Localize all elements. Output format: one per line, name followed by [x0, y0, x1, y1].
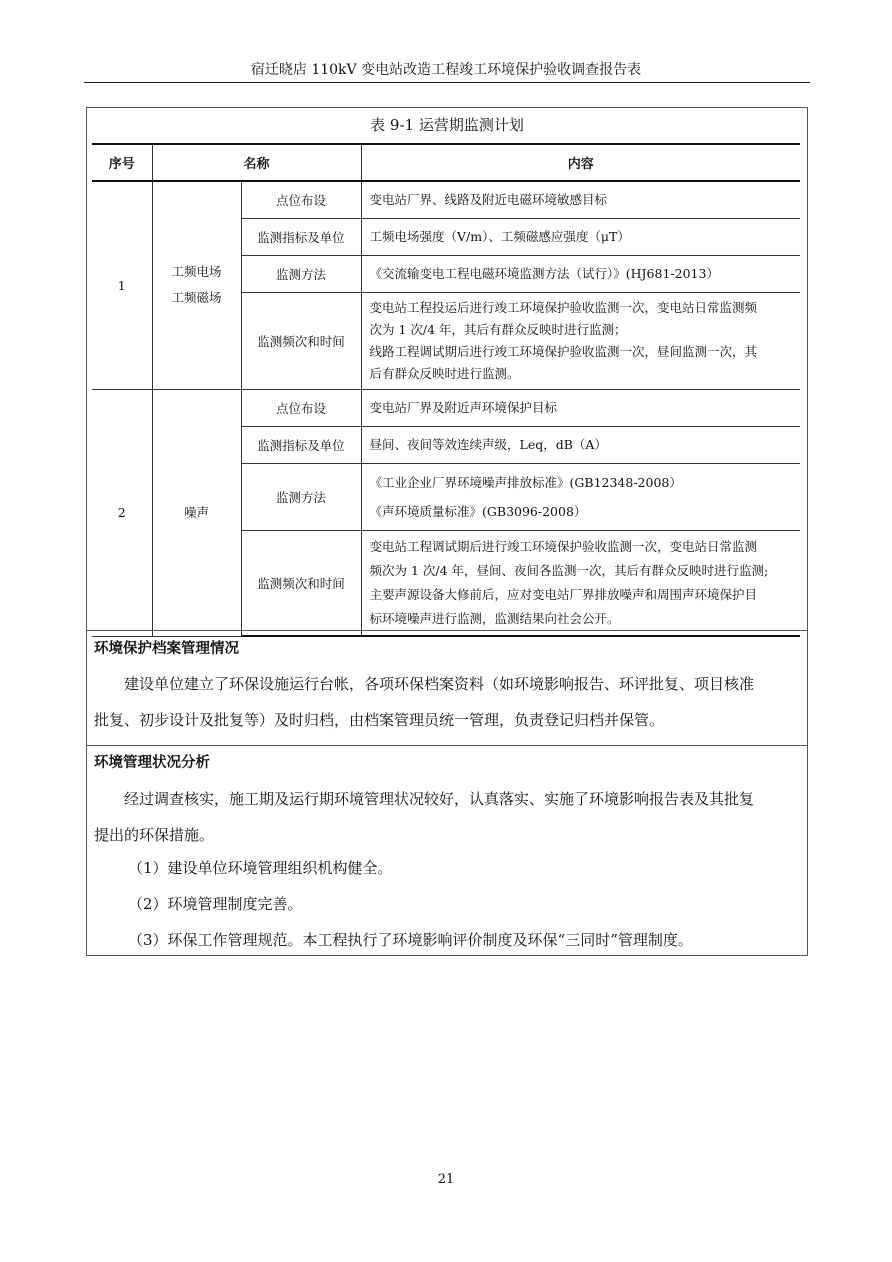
item-cell: 点位布设 — [241, 389, 361, 426]
content-line: 变电站厂界及附近声环境保护目标 — [369, 400, 558, 415]
header-name: 名称 — [152, 144, 361, 181]
category-line: 工频磁场 — [171, 290, 222, 306]
content-line: 标环境噪声进行监测，监测结果向社会公开。 — [369, 610, 620, 626]
content-cell — [361, 218, 800, 255]
content-line: 《工业企业厂界环境噪声排放标准》(GB12348-2008） — [369, 474, 682, 490]
page-header-title: 宿迁晓店 110kV 变电站改造工程竣工环境保护验收调查报告表 — [250, 62, 642, 78]
content-line: 频次为 1 次/4 年，昼间、夜间各监测一次，其后有群众反映时进行监测; — [369, 562, 769, 578]
item-cell: 监测方法 — [241, 463, 361, 530]
analysis-list-item: （1）建设单位环境管理组织机构健全。 — [128, 859, 393, 877]
content-line: 变电站工程调试期后进行竣工环境保护验收监测一次，变电站日常监测 — [369, 538, 758, 554]
content-line: 《交流输变电工程电磁环境监测方法（试行）》(HJ681-2013） — [369, 266, 719, 281]
table-row — [92, 181, 800, 218]
content-cell — [361, 389, 800, 426]
content-cell — [361, 292, 800, 389]
analysis-list-item: （2）环境管理制度完善。 — [128, 895, 303, 913]
item-cell: 监测指标及单位 — [241, 426, 361, 463]
group-seq-cell: 1 — [92, 181, 152, 389]
item-cell: 监测频次和时间 — [241, 530, 361, 636]
group-category-cell — [152, 389, 241, 636]
content-line: 线路工程调试期后进行竣工环境保护验收监测一次，昼间监测一次，其 — [369, 343, 758, 359]
paragraph-line: 提出的环保措施。 — [94, 826, 215, 844]
page-number: 21 — [437, 1172, 455, 1187]
monitoring-plan-table — [92, 143, 800, 637]
content-line: 后有群众反映时进行监测。 — [369, 365, 520, 381]
analysis-section-heading: 环境管理状况分析 — [94, 755, 210, 771]
content-cell — [361, 426, 800, 463]
content-cell — [361, 530, 800, 636]
content-line: 变电站工程投运后进行竣工环境保护验收监测一次，变电站日常监测频 — [369, 299, 758, 315]
paragraph-line: 建设单位建立了环保设施运行台帐，各项环保档案资料（如环境影响报告、环评批复、项目核准 — [124, 675, 755, 693]
item-cell: 点位布设 — [241, 181, 361, 218]
category-line: 噪声 — [183, 504, 209, 520]
item-cell: 监测频次和时间 — [241, 292, 361, 389]
content-line: 工频电场强度（V/m）、工频磁感应强度（μT） — [369, 229, 630, 244]
paragraph-line: 经过调查核实，施工期及运行期环境管理状况较好，认真落实、实施了环境影响报告表及其批复 — [124, 790, 755, 808]
content-line: 主要声源设备大修前后，应对变电站厂界排放噪声和周围声环境保护目 — [369, 586, 758, 602]
archive-section-paragraph — [94, 666, 794, 738]
paragraph-line: 批复、初步设计及批复等）及时归档，由档案管理员统一管理，负责登记归档并保管。 — [94, 711, 665, 729]
category-line: 工频电场 — [171, 264, 222, 280]
content-line: 变电站厂界、线路及附近电磁环境敏感目标 — [369, 192, 608, 208]
content-cell — [361, 463, 800, 530]
group-category-cell — [152, 181, 241, 389]
item-cell: 监测方法 — [241, 255, 361, 292]
analysis-section-paragraph — [94, 781, 794, 853]
content-cell — [361, 255, 800, 292]
table-caption: 表 9-1 运营期监测计划 — [370, 116, 524, 134]
item-cell: 监测指标及单位 — [241, 218, 361, 255]
section-divider — [86, 745, 808, 746]
content-line: 《声环境质量标准》(GB3096-2008） — [369, 503, 587, 519]
content-cell — [361, 181, 800, 218]
content-line: 昼间、夜间等效连续声级，Leq，dB（A） — [369, 437, 607, 452]
header-content: 内容 — [361, 144, 800, 181]
header-rule — [84, 82, 810, 83]
section-divider — [86, 630, 808, 631]
header-seq: 序号 — [92, 144, 152, 181]
table-row — [92, 389, 800, 426]
archive-section-heading: 环境保护档案管理情况 — [94, 641, 239, 657]
group-seq-cell: 2 — [92, 389, 152, 636]
table-header-row — [92, 144, 800, 181]
content-line: 次为 1 次/4 年，其后有群众反映时进行监测； — [369, 321, 627, 337]
analysis-list-item: （3）环保工作管理规范。本工程执行了环境影响评价制度及环保“三同时”管理制度。 — [128, 931, 693, 949]
